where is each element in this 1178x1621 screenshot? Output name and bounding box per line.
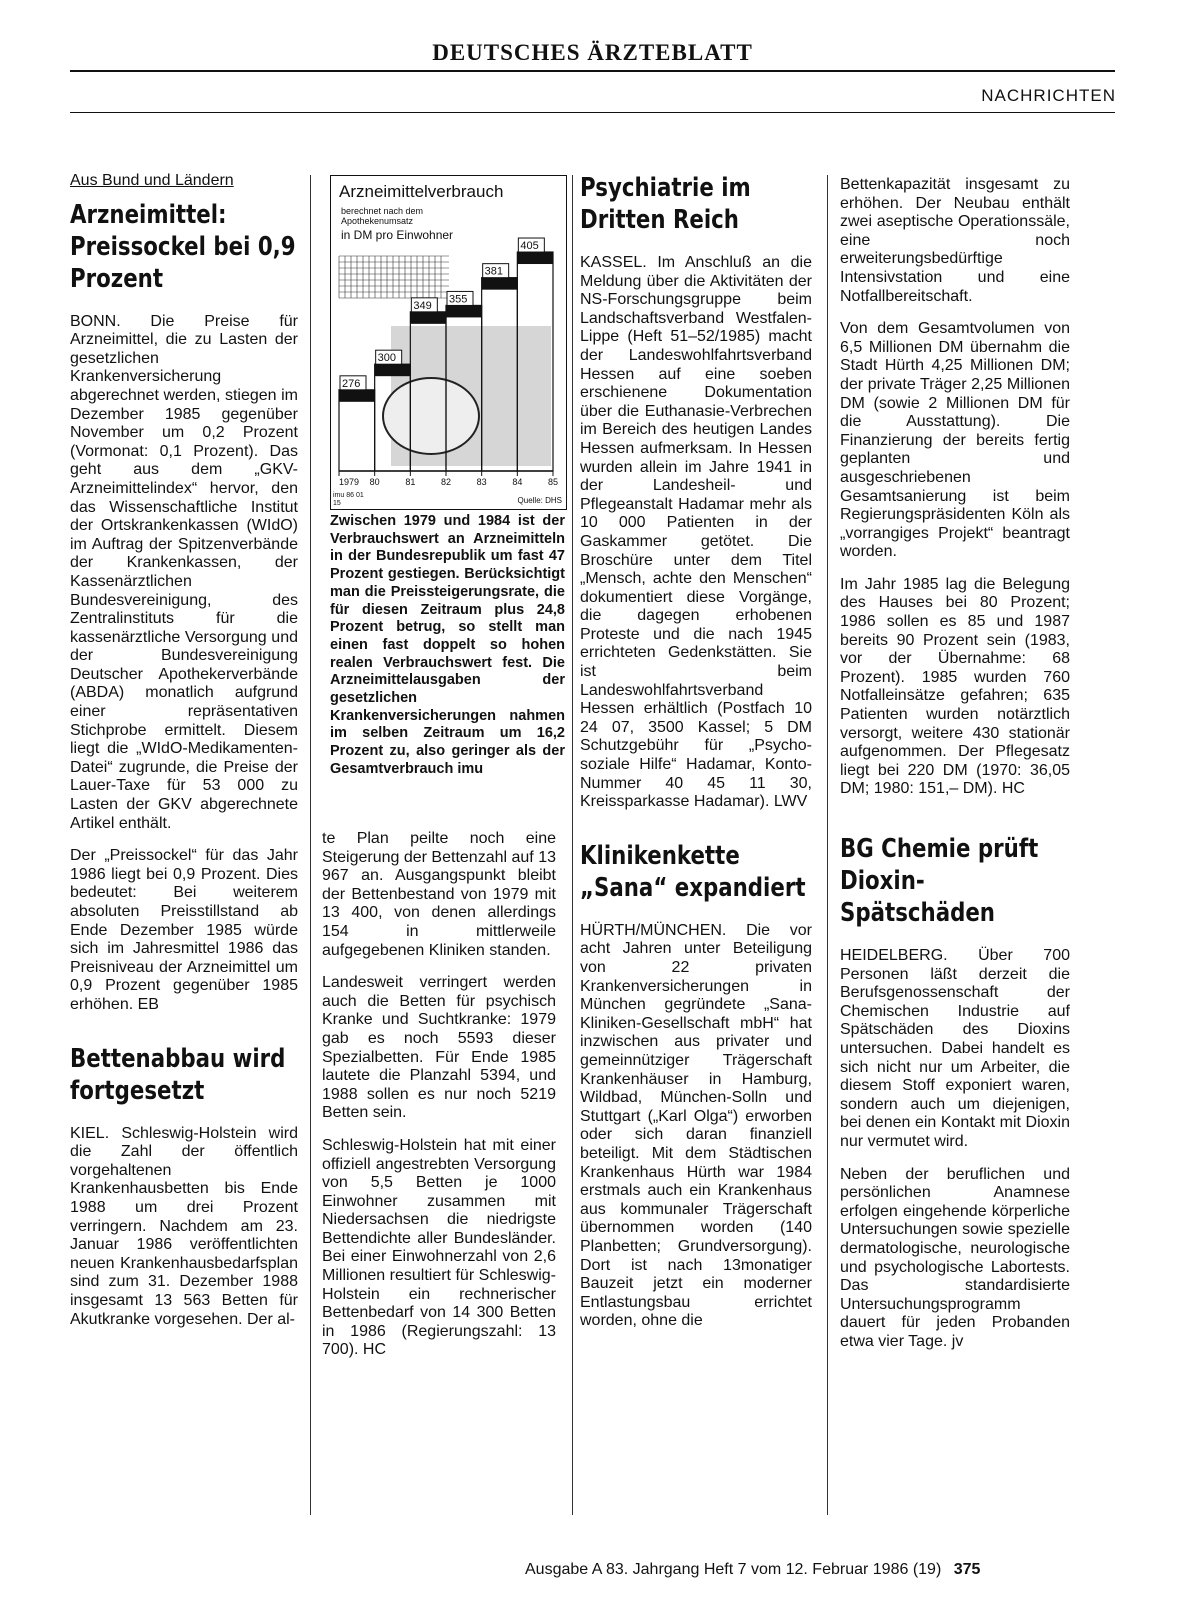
article-paragraph: Von dem Gesamtvolumen von 6,5 Millionen DM übernahm die Stadt Hürth 4,25 Millionen DM; der private Träger 2,25 Millionen DM (sowie 2 Millionen DM für die Ausstattung). Die Finanzierung der bereits fertig geplanten und ausgeschriebenen Gesamtsanierung ist beim Regierungspräsidenten Köln als „vorrangiges Projekt“ beantragt worden. <box>840 320 1070 561</box>
page-footer <box>525 1561 980 1579</box>
article-paragraph: Schleswig-Holstein hat mit einer offiziell angestrebten Versorgung von 5,5 Betten je 1000 Einwohner zusammen mit Niedersachsen die niedrigste Bettendichte aller Bundesländer. Bei einer Einwohnerzahl von 2,6 Millionen resultiert für Schleswig-Holstein ein rechnerischer Bettenbedarf von 14 300 Betten in 1986 (Regierungszahl: 13 700). HC <box>322 1136 556 1359</box>
chart-source: Quelle: DHS <box>517 496 562 505</box>
chart-unit: in DM pro Einwohner <box>341 228 454 242</box>
headline-bg-chemie: BG Chemie prüft Dioxin-Spätschäden <box>840 834 1039 928</box>
chart-bar <box>339 390 375 471</box>
chart-caption: Zwischen 1979 und 1984 ist der Verbrauchswert an Arzneimitteln in der Bundesrepublik um fast 47 Prozent gestiegen. Berücksichtigt man die Preissteigerungsrate, die für diesen Zeitraum plus 24,8 Prozent betrug, so stellt man einen fast doppelt so hohen realen Verbrauchswert fest. Die Arzneimittelausgaben der gesetzlichen Krankenversicherungen nahmen im selben Zeitraum um 16,2 Prozent zu, also geringer als der Gesamtverbrauch imu <box>330 513 565 777</box>
x-tick-label: 81 <box>405 477 416 487</box>
x-tick-label: 83 <box>476 477 487 487</box>
data-label: 300 <box>377 352 397 365</box>
chart-bar-edge <box>339 390 375 402</box>
chart-bar-edge <box>410 312 446 324</box>
column-4 <box>840 176 1070 1365</box>
article-paragraph: te Plan peilte noch eine Steigerung der Bettenzahl auf 13 967 an. Ausgangspunkt bleibt der Bettenbestand von 1979 mit 13 400, von denen allerdings 154 in mittlerweile aufgegebenen Kliniken standen. <box>322 830 556 959</box>
section-label: NACHRICHTEN <box>981 86 1116 105</box>
article-paragraph: Bettenkapazität insgesamt zu erhöhen. Der Neubau enthält zwei aseptische Operationssäle, eine noch erweiterungsbedürftige Intensivstation und eine Notfallbereitschaft. <box>840 176 1070 305</box>
chart-bar-edge <box>446 305 482 317</box>
chart-bar-edge <box>482 278 518 290</box>
column-3 <box>580 172 812 1345</box>
x-tick-label: 82 <box>441 477 452 487</box>
article-paragraph: Im Jahr 1985 lag die Belegung des Hauses bei 80 Prozent; 1986 sollen es 85 und 1987 bereits 90 Prozent sein (1983, vor der Übernahme: 68 Prozent). 1985 wurden 760 Notfalleinsätze gefahren; 635 Patienten wurden notärztlich versorgt, weitere 430 stationär aufgenommen. Der Pflegesatz liegt bei 220 DM (1970: 36,05 DM; 1980: 151,– DM). HC <box>840 575 1070 798</box>
column-divider <box>827 175 828 1515</box>
x-tick-label: 85 <box>548 477 559 487</box>
article-paragraph: BONN. Die Preise für Arzneimittel, die zu Lasten der gesetzlichen Krankenversicherung abgerechnet werden, stiegen im Dezember 1985 gegenüber November um 0,2 Prozent (Vormonat: 0,1 Prozent). Das geht aus dem „GKV-Arzneimittelindex“ hervor, den das Wissenschaftliche Institut der Ortskrankenkassen (WIdO) im Auftrag der Spitzenverbände der Krankenkassen, der Kassenärztlichen Bundesvereinigung, des Zentralinstituts für die kassenärztliche Versorgung und der Bundesvereinigung Deutscher Apothekerverbände (ABDA) monatlich aufgrund einer repräsentativen Stichprobe ermittelt. Diesem liegt die „WIdO-Medikamenten-Datei“ zugrunde, die Preise der Lauer-Taxe für 53 000 zu Lasten der GKV abgerechnete Artikel enthält. <box>70 312 298 832</box>
headline-klinikenkette: Klinikenkette „Sana“ expandiert <box>580 840 806 903</box>
headline-bettenabbau: Bettenabbau wird fortgesetzt <box>70 1043 286 1106</box>
column-divider <box>572 175 573 1515</box>
rubric-label: Aus Bund und Ländern <box>70 172 234 189</box>
article-paragraph: KASSEL. Im Anschluß an die Meldung über die Aktivitäten der NS-Forschungsgruppe beim Landschaftsverband Westfalen-Lippe (Heft 51–52/1985) macht der Landeswohlfahrtsverband Hessen auf eine soeben erschienene Dokumentation über die Euthanasie-Verbrechen im Bereich des heutigen Landes Hessen aufmerksam. In Hessen wurden allein im Jahre 1941 in der Landesheil- und Pflegeanstalt Hadamar mehr als 10 000 Patienten in der Gaskammer getötet. Die Broschüre unter dem Titel „Mensch, achte den Menschen“ dokumentiert diese Vorgänge, die dagegen erhobenen Proteste und die nach 1945 errichteten Gedenkstätten. Sie ist beim Landeswohlfahrtsverband Hessen erhältlich (Postfach 10 24 07, 3500 Kassel; 5 DM Schutzgebühr für „Psycho-soziale Hilfe“ Hadamar, Konto-Nummer 40 45 11 30, Kreissparkasse Hadamar). LWV <box>580 254 812 811</box>
chart-subtitle: berechnet nach dem Apothekenumsatz <box>341 206 424 226</box>
data-label: 381 <box>484 265 504 278</box>
page-number: 375 <box>953 1561 981 1578</box>
article-paragraph: Landesweit verringert werden auch die Betten für psychisch Kranke und Suchtkranke: 1979 gab es noch 5593 dieser Spezialbetten. Für Ende 1985 lautete die Planzahl 5394, und 1988 sollen es nur noch 5219 Betten sein. <box>322 974 556 1122</box>
x-tick-label: 80 <box>369 477 380 487</box>
headline-arzneimittel: Arzneimittel: Preissockel bei 0,9 Prozent <box>70 199 296 294</box>
chart-box <box>330 175 567 510</box>
data-label: 349 <box>413 299 432 312</box>
chart-imu: imu 86 01 15 <box>333 492 364 507</box>
data-label: 276 <box>342 377 361 390</box>
chart-title: Arzneimittelverbrauch <box>339 182 504 201</box>
article-paragraph: Neben der beruflichen und persönlichen Anamnese erfolgen eingehende körperliche Untersuchungen sowie spezielle dermatologische, neurologische und psychologische Labortests. Das standardisierte Untersuchungsprogramm dauert für jeden Probanden etwa vier Tage. jv <box>840 1165 1070 1350</box>
headline-psychiatrie: Psychiatrie im Dritten Reich <box>580 173 751 235</box>
data-label: 405 <box>520 240 539 253</box>
column-1 <box>70 172 298 1343</box>
data-label: 355 <box>449 293 468 306</box>
article-paragraph: HEIDELBERG. Über 700 Personen läßt derzeit die Berufsgenossenschaft der Chemischen Industrie auf Spätschäden des Dioxins untersuchen. Dabei handelt es sich nicht nur um Arbeiter, die diesem Stoff exponiert waren, sondern auch um diejenigen, bei denen ein Kontakt mit Dioxin nur vermutet wird. <box>840 947 1070 1150</box>
article-paragraph: KIEL. Schleswig-Holstein wird die Zahl der öffentlich vorgehaltenen Krankenhausbetten bis Ende 1988 um drei Prozent verringern. Nachdem am 23. Januar 1986 veröffentlichten neuen Krankenhausbedarfsplan sind zum 31. Dezember 1988 insgesamt 13 563 Betten für Akutkranke vorgesehen. Der al- <box>70 1124 298 1328</box>
column-divider <box>310 175 311 1515</box>
column-2 <box>322 830 556 1374</box>
article-paragraph: HÜRTH/MÜNCHEN. Die vor acht Jahren unter Beteiligung von 22 privaten Krankenversicherungen in München gegründete „Sana-Kliniken-Gesellschaft mbH“ hat inzwischen aus privater und gemeinnütziger Trägerschaft Krankenhäuser in Hamburg, Wildbad, München-Solln und Stuttgart („Karl Olga“) erworben oder sich daran finanziell beteiligt. Mit dem Städtischen Krankenhaus Hürth war 1984 erstmals auch ein Krankenhaus aus kommunaler Trägerschaft übernommen worden (140 Planbetten; Grundversorgung). Dort ist nach 13monatiger Bauzeit jetzt ein moderner Entlastungsbau errichtet worden, ohne die <box>580 921 812 1330</box>
chart-bar-edge <box>375 364 411 376</box>
x-tick-label: 1979 <box>339 477 360 487</box>
footer-issue: Ausgabe A 83. Jahrgang Heft 7 vom 12. Februar 1986 (19) <box>525 1561 942 1578</box>
masthead-rule <box>70 70 1115 72</box>
x-tick-label: 84 <box>512 477 523 487</box>
section-rule <box>70 112 1115 113</box>
chart-bar-edge <box>517 252 553 264</box>
article-paragraph: Der „Preissockel“ für das Jahr 1986 liegt bei 0,9 Prozent. Dies bedeutet: Bei weiterem absoluten Preisstillstand ab Ende Dezember 1985 würde sich im Jahresmittel 1986 das Preisniveau der Arzneimittel um 0,9 Prozent gegenüber 1985 erhöhen. EB <box>70 847 298 1013</box>
bar-chart <box>331 176 564 507</box>
masthead: DEUTSCHES ÄRZTEBLATT <box>432 40 753 65</box>
